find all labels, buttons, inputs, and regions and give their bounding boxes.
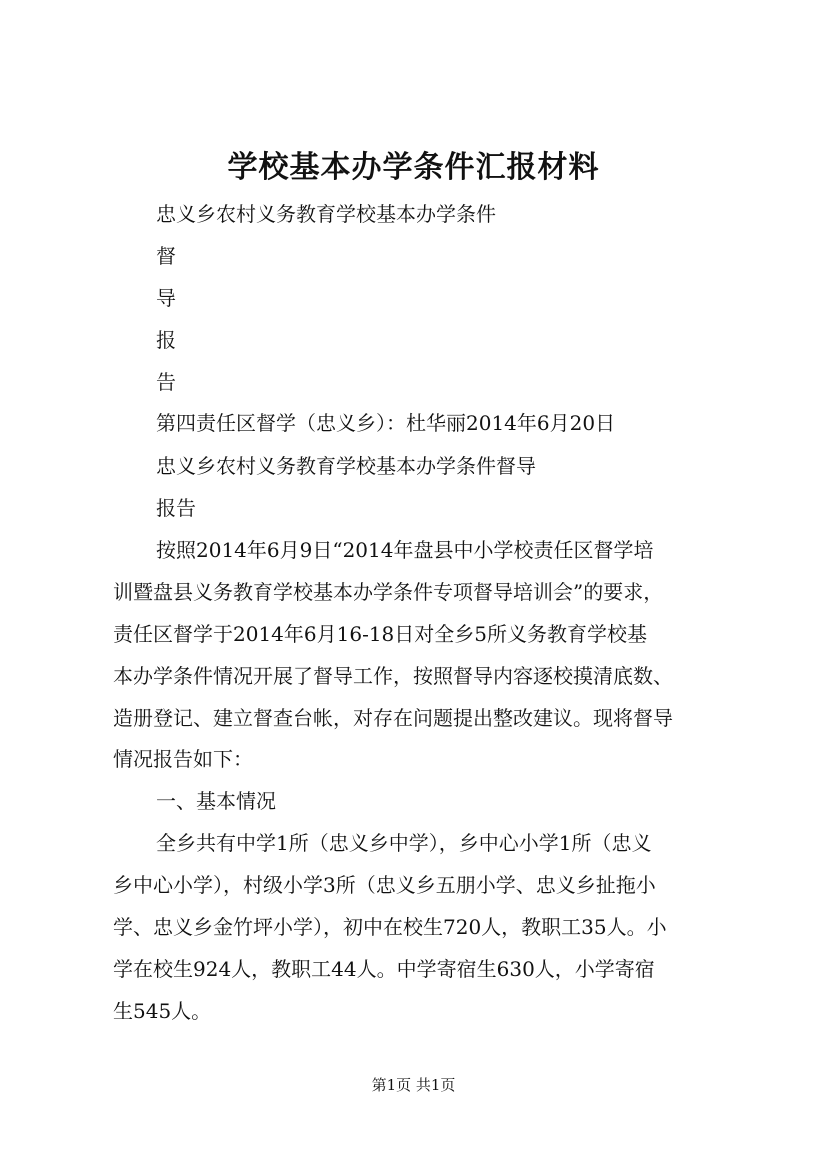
paragraph-1-line-2: 训暨盘县义务教育学校基本办学条件专项督导培训会”的要求， <box>113 580 664 604</box>
paragraph-1-line-5: 造册登记、建立督查台帐，对存在问题提出整改建议。现将督导 <box>113 706 673 730</box>
paragraph-2-line-2: 乡中心小学），村级小学3所（忠义乡五朋小学、忠义乡扯拖小 <box>113 873 656 897</box>
paragraph-1-line-1: 按照2014年6月9日“2014年盘县中小学校责任区督学培 <box>156 538 654 562</box>
author-date-line: 第四责任区督学（忠义乡）：杜华丽2014年6月20日 <box>156 411 616 435</box>
paragraph-1-line-4: 本办学条件情况开展了督导工作，按照督导内容逐校摸清底数、 <box>113 664 673 688</box>
vertical-char-gao: 告 <box>156 370 176 394</box>
paragraph-2-line-1: 全乡共有中学1所（忠义乡中学），乡中心小学1所（忠义 <box>156 831 652 855</box>
report-heading-line: 忠义乡农村义务教育学校基本办学条件督导 <box>156 454 536 478</box>
paragraph-2-line-4: 学在校生924人，教职工44人。中学寄宿生630人，小学寄宿 <box>113 957 655 981</box>
page-footer: 第1页 共1页 <box>371 1076 456 1094</box>
section-1-heading: 一、基本情况 <box>156 789 276 813</box>
paragraph-1-line-3: 责任区督学于2014年6月16-18日对全乡5所义务教育学校基 <box>113 622 648 646</box>
vertical-char-du: 督 <box>156 244 176 268</box>
report-heading-line-2: 报告 <box>156 496 196 520</box>
paragraph-2-line-5: 生545人。 <box>113 999 212 1023</box>
paragraph-1-line-6: 情况报告如下： <box>113 747 253 771</box>
paragraph-2-line-3: 学、忠义乡金竹坪小学），初中在校生720人，教职工35人。小 <box>113 915 667 939</box>
vertical-char-bao: 报 <box>156 328 176 352</box>
subtitle-line: 忠义乡农村义务教育学校基本办学条件 <box>156 202 496 226</box>
document-title: 学校基本办学条件汇报材料 <box>227 150 600 185</box>
vertical-char-dao: 导 <box>156 286 176 310</box>
